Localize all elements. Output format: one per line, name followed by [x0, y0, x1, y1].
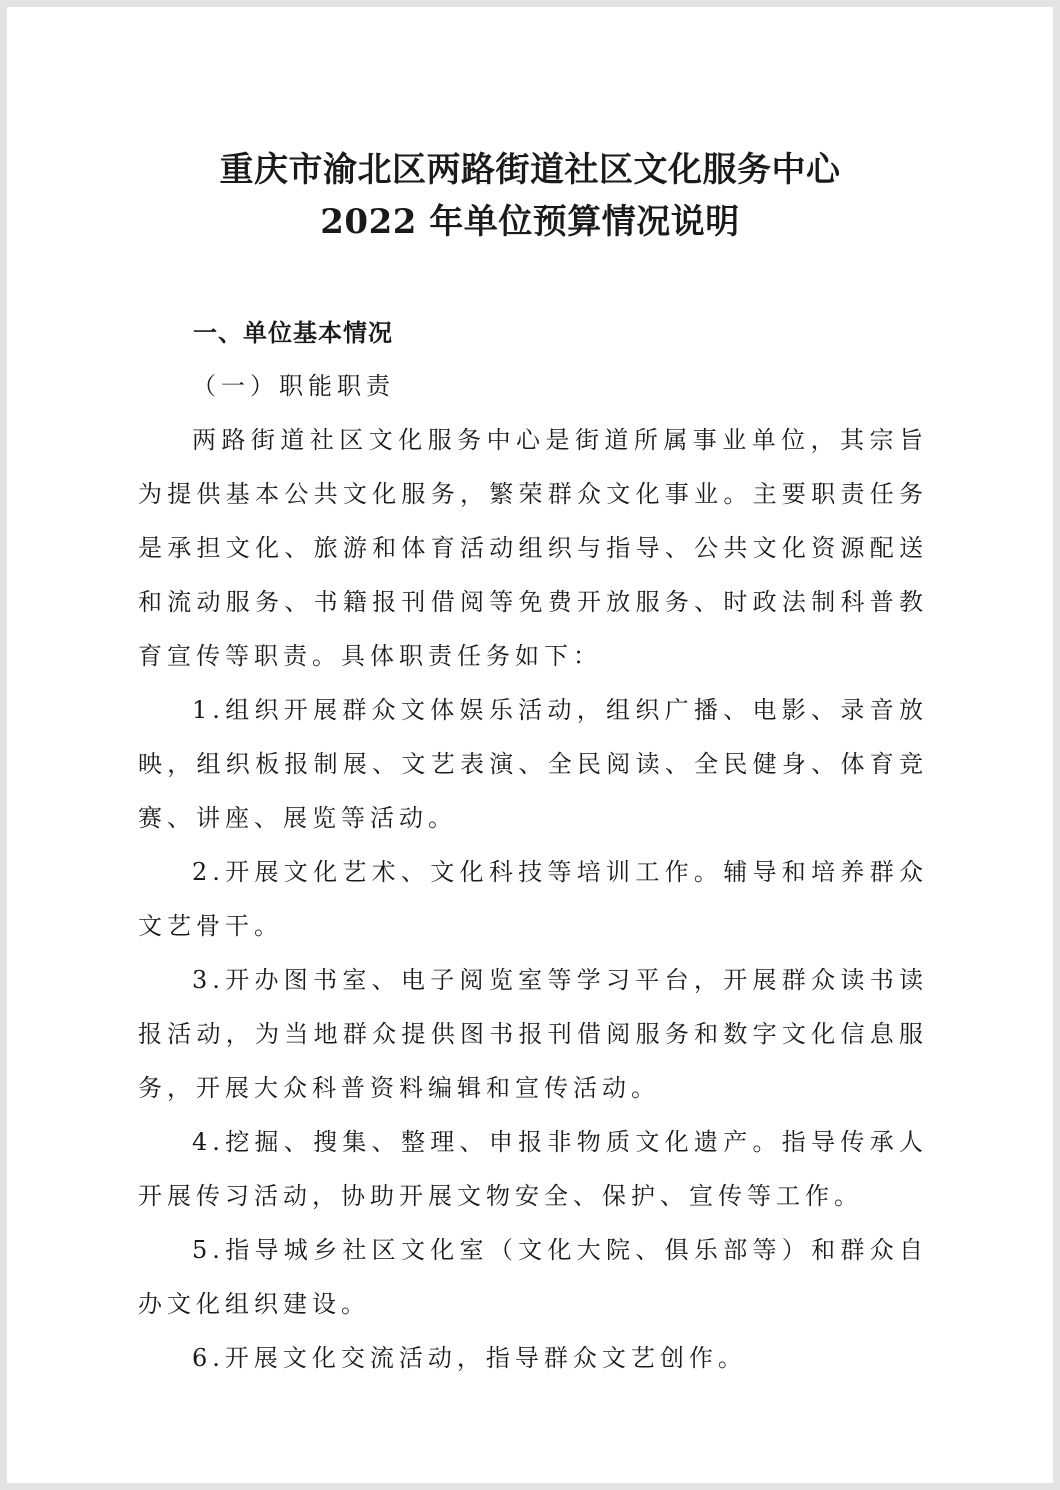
section-heading: 一、单位基本情况 [193, 319, 393, 347]
intro-paragraph: 两路街道社区文化服务中心是街道所属事业单位，其宗旨为提供基本公共文化服务，繁荣群众文化事业。主要职责任务是承担文化、旅游和体育活动组织与指导、公共文化资源配送和流动服务、书籍报刊借阅等免费开放服务、时政法制科普教育宣传等职责。具体职责任务如下： [138, 426, 928, 670]
duty-item-2: 2.开展文化艺术、文化科技等培训工作。辅导和培养群众文艺骨干。 [138, 858, 928, 940]
duty-item-5: 5.指导城乡社区文化室（文化大院、俱乐部等）和群众自办文化组织建设。 [138, 1236, 928, 1318]
document-page [7, 7, 1053, 1483]
subsection-heading: （一）职能职责 [192, 372, 395, 400]
duty-item-3: 3.开办图书室、电子阅览室等学习平台，开展群众读书读报活动，为当地群众提供图书报刊借阅服务和数字文化信息服务，开展大众科普资料编辑和宣传活动。 [138, 966, 928, 1102]
duty-item-1: 1.组织开展群众文体娱乐活动，组织广播、电影、录音放映，组织板报制展、文艺表演、全民阅读、全民健身、体育竞赛、讲座、展览等活动。 [138, 696, 928, 832]
duty-item-6: 6.开展文化交流活动，指导群众文艺创作。 [192, 1344, 747, 1372]
document-title-line2: 2022 年单位预算情况说明 [320, 202, 740, 242]
document-body [138, 359, 928, 1385]
document-title-line1: 重庆市渝北区两路街道社区文化服务中心 [219, 150, 841, 190]
duty-item-4: 4.挖掘、搜集、整理、申报非物质文化遗产。指导传承人开展传习活动，协助开展文物安全、保护、宣传等工作。 [138, 1128, 928, 1210]
